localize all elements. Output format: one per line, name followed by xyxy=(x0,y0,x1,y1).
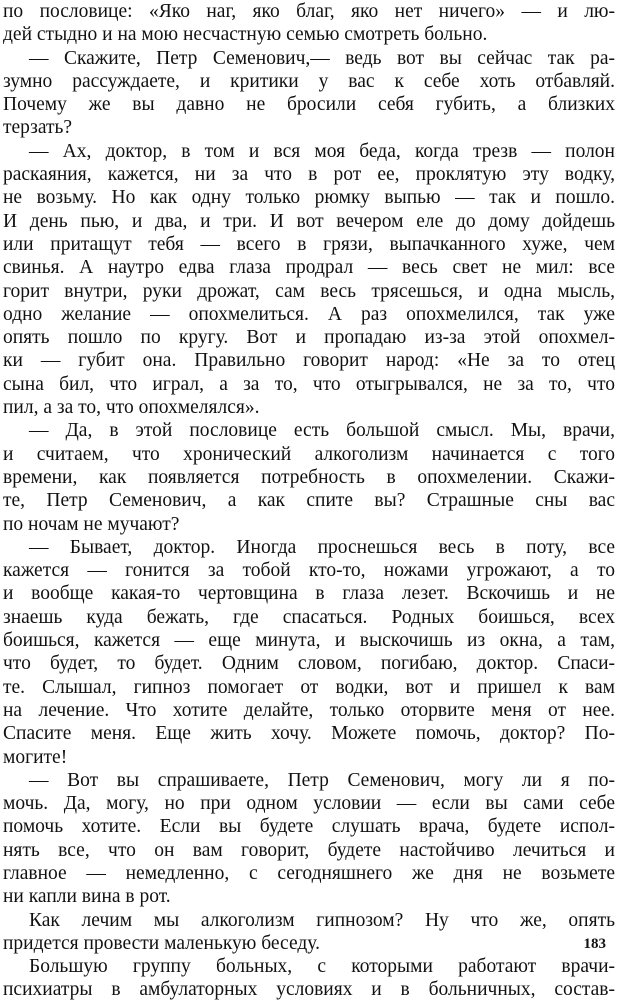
text-line: или притащут тебя — всего в грязи, выпачканного хуже, чем xyxy=(3,233,615,255)
text-line: и вообще какая-то чертовщина в глаза лезет. Вскочишь и не xyxy=(3,583,615,605)
text-line: нять все, что он вам говорит, будете настойчиво лечиться и xyxy=(3,839,615,861)
text-line: придется провести маленькую беседу. xyxy=(3,932,320,954)
text-line: по ночам не мучают? xyxy=(3,513,180,535)
text-line: Почему же вы давно не бросили себя губить, а близких xyxy=(3,94,615,116)
text-line: — Вот вы спрашиваете, Петр Семенович, могу ли я по- xyxy=(29,769,615,791)
text-line: горит внутри, руки дрожат, сам весь трясешься, и одна мысль, xyxy=(3,280,615,302)
text-line: — Скажите, Петр Семенович,— ведь вот вы сейчас так ра- xyxy=(29,47,615,69)
text-line: пил, а за то, что опохмелялся». xyxy=(3,397,260,419)
text-line: главное — немедленно, с сегодняшнего же дня не возьмете xyxy=(3,862,615,884)
text-line: свинья. А наутро едва глаза продрал — весь свет не мил: все xyxy=(3,257,615,279)
text-line: зумно рассуждаете, и критики у вас к себе хоть отбавляй. xyxy=(3,70,615,92)
text-line: могите! xyxy=(3,746,68,768)
text-line: — Ах, доктор, в том и вся моя беда, когда трезв — полон xyxy=(29,140,615,162)
text-line: сына бил, что играл, а за то, что отыгрывался, не за то, что xyxy=(3,373,615,395)
text-line: ки — губит она. Правильно говорит народ: «Не за то отец xyxy=(3,350,615,372)
text-line: терзать? xyxy=(3,117,73,139)
text-line: по пословице: «Яко наг, яко благ, яко нет ничего» — и лю- xyxy=(3,1,615,22)
text-line: те, Петр Семенович, а как спите вы? Страшные сны вас xyxy=(3,490,615,512)
text-line: помочь хотите. Если вы будете слушать врача, будете испол- xyxy=(3,816,615,838)
text-line: раскаяния, кажется, ни за что в рот ее, проклятую эту водку, xyxy=(3,164,615,186)
text-line: знаешь куда бежать, где спасаться. Родных боишься, всех xyxy=(3,606,615,628)
text-line: боишься, кажется — еще минута, и выскочишь из окна, а там, xyxy=(3,630,615,652)
text-line: Как лечим мы алкоголизм гипнозом? Ну что же, опять xyxy=(29,909,615,931)
text-line: ни капли вина в рот. xyxy=(3,886,171,908)
text-line: те. Слышал, гипноз помогает от водки, вот и пришел к вам xyxy=(3,676,615,698)
text-line: — Да, в этой пословице есть большой смысл. Мы, врачи, xyxy=(29,420,615,442)
text-line: мочь. Да, могу, но при одном условии — если вы сами себе xyxy=(3,793,615,815)
text-line: на лечение. Что хотите делайте, только оторвите меня от нее. xyxy=(3,699,615,721)
text-line: — Бывает, доктор. Иногда проснешься весь в поту, все xyxy=(29,536,615,558)
page-number: 183 xyxy=(583,936,606,952)
text-line: психиатры в амбулаторных условиях и в больничных, состав- xyxy=(3,979,615,1001)
body-text xyxy=(3,0,615,1002)
text-line: и считаем, что хронический алкоголизм начинается с того xyxy=(3,443,615,465)
text-line: И день пью, и два, и три. И вот вечером еле до дому дойдешь xyxy=(3,210,615,232)
text-line: кажется — гонится за тобой кто-то, ножами угрожают, а то xyxy=(3,560,615,582)
text-line: опять пошло по кругу. Вот и пропадаю из-за этой опохмел- xyxy=(3,327,615,349)
text-line: дей стыдно и на мою несчастную семью смотреть больно. xyxy=(3,24,488,46)
text-line: времени, как появляется потребность в опохмелении. Скажи- xyxy=(3,466,615,488)
text-line: что будет, то будет. Одним словом, погибаю, доктор. Спаси- xyxy=(3,653,615,675)
text-line: одно желание — опохмелиться. А раз опохмелился, так уже xyxy=(3,303,615,325)
text-line: не возьму. Но как одну только рюмку выпью — так и пошло. xyxy=(3,187,615,209)
text-line: Большую группу больных, с которыми работают врачи- xyxy=(29,956,615,978)
text-line: Спасите меня. Еще жить хочу. Можете помочь, доктор? По- xyxy=(3,723,615,745)
